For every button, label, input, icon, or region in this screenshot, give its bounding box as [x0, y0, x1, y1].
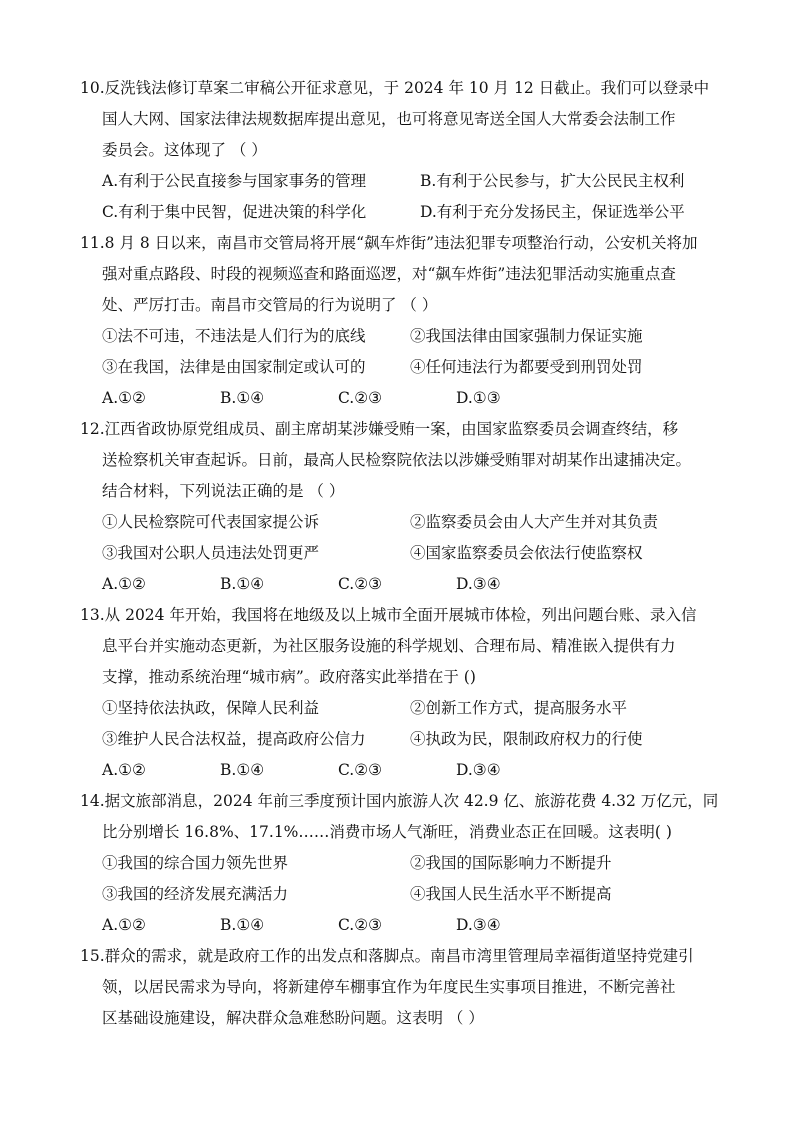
- choice-b: B.①④: [220, 761, 265, 779]
- statement-4: ④任何违法行为都要受到刑罚处罚: [410, 358, 643, 376]
- choice-a: A.①②: [102, 761, 146, 779]
- choice-c: C.②③: [338, 575, 383, 593]
- statement-2: ②创新工作方式，提高服务水平: [410, 699, 628, 717]
- options-row: [80, 197, 703, 228]
- question-stem: [80, 414, 703, 507]
- choices-row: [80, 569, 703, 600]
- statement-2: ②我国法律由国家强制力保证实施: [410, 327, 643, 345]
- statement-3: ③维护人民合法权益，提高政府公信力: [102, 730, 366, 748]
- stem-line: 12.江西省政协原党组成员、副主席胡某涉嫌受贿一案，由国家监察委员会调查终结，移: [80, 420, 679, 438]
- option-d: D.有利于充分发扬民主，保证选举公平: [420, 203, 685, 221]
- choices-row: [80, 755, 703, 786]
- statement-2: ②我国的国际影响力不断提升: [410, 854, 612, 872]
- choice-c: C.②③: [338, 389, 383, 407]
- choice-c: C.②③: [338, 761, 383, 779]
- choice-a: A.①②: [102, 916, 146, 934]
- stem-line: 13.从 2024 年开始，我国将在地级及以上城市全面开展城市体检，列出问题台账、录入信: [80, 606, 697, 624]
- choice-b: B.①④: [220, 389, 265, 407]
- options-row: [80, 166, 703, 197]
- stem-line: 领，以居民需求为导向，将新建停车棚事宜作为年度民生实事项目推进，不断完善社: [102, 978, 676, 996]
- choice-d: D.①③: [456, 389, 501, 407]
- statements-row: [80, 321, 703, 352]
- question-stem: [80, 600, 703, 693]
- stem-line: 息平台并实施动态更新，为社区服务设施的科学规划、合理布局、精准嵌入提供有力: [102, 637, 676, 655]
- question-10: [80, 73, 710, 228]
- question-stem: [80, 228, 703, 321]
- statement-4: ④执政为民，限制政府权力的行使: [410, 730, 643, 748]
- statements-row: [80, 848, 703, 879]
- option-a: A.有利于公民直接参与国家事务的管理: [102, 172, 367, 190]
- question-stem: [80, 941, 703, 1034]
- question-11: [80, 228, 703, 414]
- question-12: [80, 414, 703, 600]
- stem-line: 结合材料，下列说法正确的是 （ ）: [102, 482, 345, 500]
- stem-line: 比分别增长 16.8%、17.1%……消费市场人气渐旺，消费业态正在回暖。这表明( ): [102, 823, 672, 841]
- stem-line: 国人大网、国家法律法规数据库提出意见，也可将意见寄送全国人大常委会法制工作: [102, 110, 676, 128]
- choice-b: B.①④: [220, 575, 265, 593]
- choices-row: [80, 383, 703, 414]
- question-14: [80, 786, 719, 941]
- stem-line: 10.反洗钱法修订草案二审稿公开征求意见，于 2024 年 10 月 12 日截止。我们可以登录中: [80, 79, 710, 97]
- statements-row: [80, 507, 703, 538]
- question-stem: [80, 786, 719, 848]
- choice-a: A.①②: [102, 389, 146, 407]
- statement-2: ②监察委员会由人大产生并对其负责: [410, 513, 659, 531]
- choice-d: D.③④: [456, 916, 501, 934]
- question-13: [80, 600, 703, 786]
- statement-3: ③我国对公职人员违法处罚更严: [102, 544, 320, 562]
- stem-line: 委员会。这体现了 （ ）: [102, 141, 267, 159]
- statements-row: [80, 724, 703, 755]
- statement-4: ④我国人民生活水平不断提高: [410, 885, 612, 903]
- stem-line: 14.据文旅部消息，2024 年前三季度预计国内旅游人次 42.9 亿、旅游花费 4.32 万亿元，同: [80, 792, 719, 810]
- choice-b: B.①④: [220, 916, 265, 934]
- question-15: [80, 941, 703, 1034]
- stem-line: 送检察机关审查起诉。日前，最高人民检察院依法以涉嫌受贿罪对胡某作出逮捕决定。: [102, 451, 692, 469]
- question-stem: [80, 73, 710, 166]
- option-c: C.有利于集中民智，促进决策的科学化: [102, 203, 367, 221]
- statement-4: ④国家监察委员会依法行使监察权: [410, 544, 643, 562]
- stem-line: 15.群众的需求，就是政府工作的出发点和落脚点。南昌市湾里管理局幸福街道坚持党建引: [80, 947, 694, 965]
- statement-1: ①人民检察院可代表国家提公诉: [102, 513, 320, 531]
- statement-1: ①我国的综合国力领先世界: [102, 854, 289, 872]
- choices-row: [80, 910, 703, 941]
- statement-3: ③我国的经济发展充满活力: [102, 885, 289, 903]
- choice-c: C.②③: [338, 916, 383, 934]
- stem-line: 处、严厉打击。南昌市交管局的行为说明了 （ ）: [102, 296, 438, 314]
- stem-line: 支撑，推动系统治理“城市病”。政府落实此举措在于 (): [102, 668, 476, 686]
- choice-d: D.③④: [456, 761, 501, 779]
- stem-line: 11.8 月 8 日以来，南昌市交管局将开展“飙车炸街”违法犯罪专项整治行动，公安机关将加: [80, 234, 698, 252]
- choice-a: A.①②: [102, 575, 146, 593]
- statement-1: ①坚持依法执政，保障人民利益: [102, 699, 320, 717]
- stem-line: 强对重点路段、时段的视频巡查和路面巡逻，对“飙车炸街”违法犯罪活动实施重点查: [102, 265, 676, 283]
- option-b: B.有利于公民参与，扩大公民民主权利: [420, 172, 685, 190]
- stem-line: 区基础设施建设，解决群众急难愁盼问题。这表明 （ ）: [102, 1009, 484, 1027]
- statements-row: [80, 879, 703, 910]
- statements-row: [80, 538, 703, 569]
- choice-d: D.③④: [456, 575, 501, 593]
- statement-3: ③在我国，法律是由国家制定或认可的: [102, 358, 366, 376]
- statements-row: [80, 352, 703, 383]
- statements-row: [80, 693, 703, 724]
- statement-1: ①法不可违，不违法是人们行为的底线: [102, 327, 366, 345]
